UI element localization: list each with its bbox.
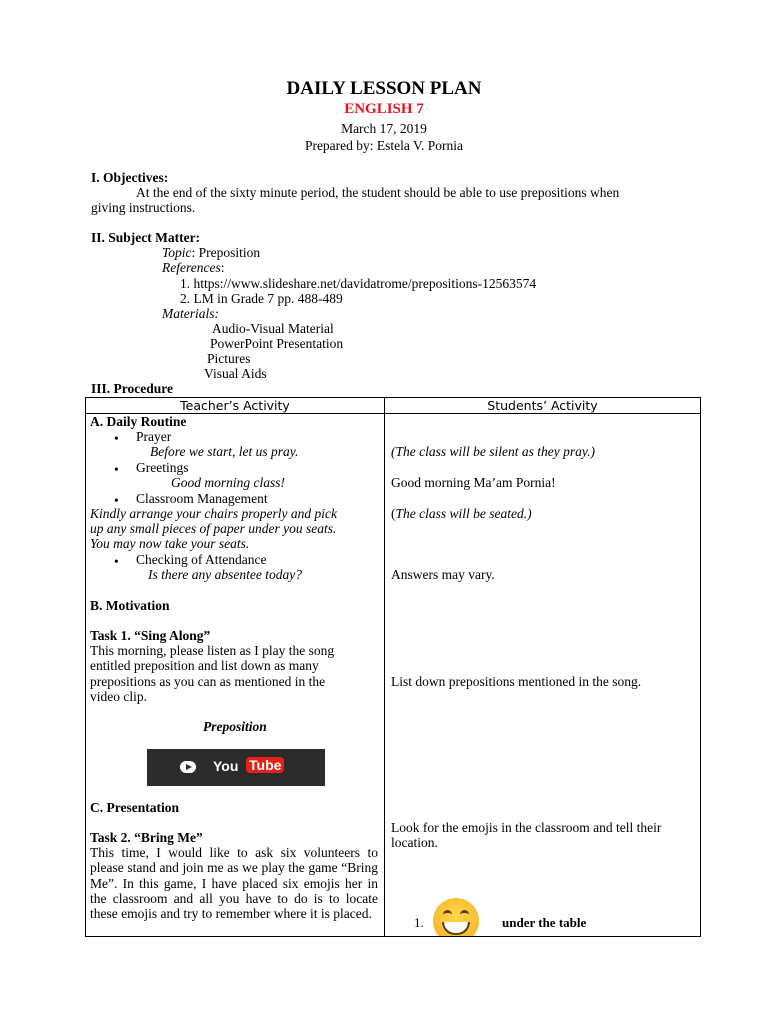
task1-line-4: video clip. — [90, 689, 147, 704]
grinning-emoji-icon — [433, 898, 479, 936]
paren-open: ( — [391, 506, 396, 521]
student-seated-response — [391, 506, 532, 522]
emoji-eye — [443, 910, 452, 919]
reference-item-2: 2. LM in Grade 7 pp. 488-489 — [180, 291, 343, 306]
objectives-text-line2: giving instructions. — [91, 200, 196, 215]
teacher-activity-header: Teacher’s Activity — [86, 398, 385, 414]
student-greeting-response — [391, 475, 556, 491]
topic-line — [162, 245, 260, 261]
material-item-2: PowerPoint Presentation — [210, 336, 344, 351]
daily-routine-heading: A. Daily Routine — [90, 414, 187, 429]
emoji-eye — [460, 910, 469, 919]
procedure-table-header-row — [86, 398, 701, 414]
references-colon: : — [220, 260, 225, 275]
task1-line-1: This morning, please listen as I play the song — [90, 643, 335, 658]
motivation-heading: B. Motivation — [90, 598, 170, 613]
bullet-icon: • — [114, 431, 119, 446]
document-title: DAILY LESSON PLAN — [286, 78, 482, 99]
emoji-location: under the table — [502, 915, 587, 930]
emoji-number: 1. — [414, 915, 424, 930]
student-greeting-text: Good morning Ma’am Pornia! — [391, 475, 556, 490]
emoji-mouth — [442, 922, 470, 935]
prepared-by: Prepared by: Estela V. Pornia — [304, 138, 464, 153]
student-answers-response: Answers may vary. — [391, 567, 495, 582]
material-item-3: Pictures — [207, 351, 251, 366]
materials-label: Materials: — [162, 306, 219, 321]
material-item-1: Audio-Visual Material — [212, 321, 334, 336]
student-seated-text: The class will be seated.) — [395, 506, 532, 521]
references-line — [162, 260, 224, 276]
teacher-activity-cell — [86, 414, 385, 937]
task1-line-2: entitled preposition and list down as many — [90, 658, 319, 673]
greetings-item: Greetings — [136, 460, 189, 475]
students-activity-header: Students’ Activity — [385, 398, 701, 414]
topic-value: : Preposition — [191, 245, 261, 260]
play-icon — [180, 761, 196, 773]
bullet-icon: • — [114, 554, 119, 569]
prayer-line: Before we start, let us pray. — [150, 444, 299, 459]
objectives-heading: I. Objectives: — [91, 170, 169, 185]
task2-heading: Task 2. “Bring Me” — [90, 830, 203, 845]
attendance-line: Is there any absentee today? — [148, 567, 302, 582]
management-line-2: up any small pieces of paper under you seats. — [90, 521, 337, 536]
procedure-heading: III. Procedure — [91, 381, 173, 396]
greetings-line: Good morning class! — [171, 475, 285, 490]
bullet-icon: • — [114, 462, 119, 477]
student-look-line-2: location. — [391, 835, 438, 850]
youtube-video-banner[interactable] — [147, 749, 325, 786]
material-item-4: Visual Aids — [204, 366, 267, 381]
lesson-date: March 17, 2019 — [341, 121, 427, 136]
reference-item-1: 1. https://www.slideshare.net/davidatrome/prepositions-12563574 — [180, 276, 537, 291]
youtube-logo-tube: Tube — [246, 757, 284, 773]
student-list-response: List down prepositions mentioned in the song. — [391, 674, 642, 689]
task1-line-3: prepositions as you can as mentioned in the — [90, 674, 326, 689]
management-line-3: You may now take your seats. — [90, 536, 250, 551]
youtube-logo-you: You — [213, 758, 239, 774]
task1-heading: Task 1. “Sing Along” — [90, 628, 211, 643]
procedure-table-row — [86, 414, 701, 937]
students-activity-cell — [385, 414, 701, 937]
subject-title: ENGLISH 7 — [344, 101, 424, 117]
task2-paragraph: This time, I would like to ask six volunteers to please stand and join me as we play the game “Bring Me”. In this game, I have placed six emojis her in the classroom and all you have to do is to locate these emojis and try to remember where it is placed. — [90, 845, 378, 922]
topic-label: Topic — [162, 245, 192, 260]
student-look-line-1: Look for the emojis in the classroom and tell their — [391, 820, 662, 835]
subject-matter-heading: II. Subject Matter: — [91, 230, 201, 245]
bullet-icon: • — [114, 493, 119, 508]
references-label: References — [162, 260, 221, 275]
student-prayer-response: (The class will be silent as they pray.) — [391, 444, 595, 459]
procedure-table — [85, 397, 701, 937]
video-title: Preposition — [203, 719, 267, 734]
objectives-text-line1: At the end of the sixty minute period, the student should be able to use prepositions when — [136, 185, 620, 200]
classroom-management-item: Classroom Management — [136, 491, 268, 506]
prayer-item: Prayer — [136, 429, 172, 444]
management-line-1: Kindly arrange your chairs properly and pick — [90, 506, 337, 521]
attendance-item: Checking of Attendance — [136, 552, 267, 567]
presentation-heading: C. Presentation — [90, 800, 179, 815]
